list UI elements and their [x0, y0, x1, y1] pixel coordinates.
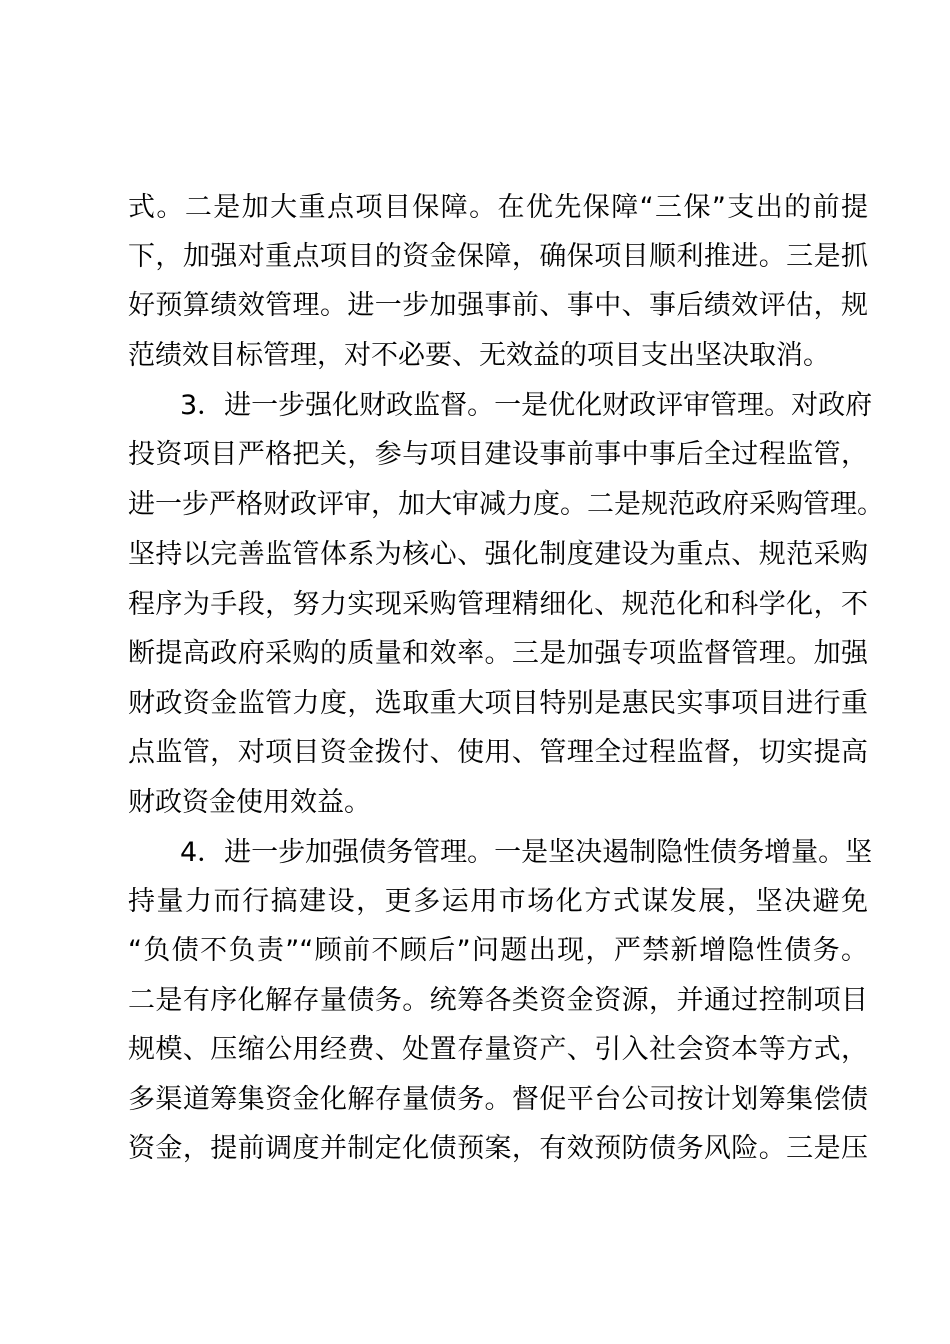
text-line: 财政资金监管力度，选取重大项目特别是惠民实事项目进行重 — [128, 688, 868, 719]
text-line: 断提高政府采购的质量和效率。三是加强专项监督管理。加强 — [128, 638, 868, 669]
paragraph-first-line: 3．进一步强化财政监督。一是优化财政评审管理。对政府 — [180, 390, 873, 421]
text-line: “负债不负责”“顾前不顾后”问题出现，严禁新增隐性债务。 — [128, 935, 868, 966]
text-line: 程序为手段，努力实现采购管理精细化、规范化和科学化，不 — [128, 589, 868, 620]
text-line: 下，加强对重点项目的资金保障，确保项目顺利推进。三是抓 — [128, 241, 868, 272]
text-line: 好预算绩效管理。进一步加强事前、事中、事后绩效评估，规 — [128, 290, 868, 321]
text-line: 多渠道筹集资金化解存量债务。督促平台公司按计划筹集偿债 — [128, 1084, 868, 1115]
text-line: 范绩效目标管理，对不必要、无效益的项目支出坚决取消。 — [128, 340, 830, 371]
text-line: 规模、压缩公用经费、处置存量资产、引入社会资本等方式， — [128, 1034, 868, 1065]
text-line: 财政资金使用效益。 — [128, 787, 371, 818]
text-line: 投资项目严格把关，参与项目建设事前事中事后全过程监管， — [128, 439, 868, 470]
text-line: 式。二是加大重点项目保障。在优先保障“三保”支出的前提 — [128, 192, 868, 223]
text-line: 二是有序化解存量债务。统筹各类资金资源，并通过控制项目 — [128, 985, 868, 1016]
text-line: 点监管，对项目资金拨付、使用、管理全过程监督，切实提高 — [128, 737, 868, 768]
text-line: 持量力而行搞建设，更多运用市场化方式谋发展，坚决避免 — [128, 886, 868, 917]
text-line: 资金，提前调度并制定化债预案，有效预防债务风险。三是压 — [128, 1133, 868, 1164]
text-line: 进一步严格财政评审，加大审减力度。二是规范政府采购管理。 — [128, 489, 884, 520]
paragraph-first-line: 4．进一步加强债务管理。一是坚决遏制隐性债务增量。坚 — [180, 837, 873, 868]
text-line: 坚持以完善监管体系为核心、强化制度建设为重点、规范采购 — [128, 539, 868, 570]
